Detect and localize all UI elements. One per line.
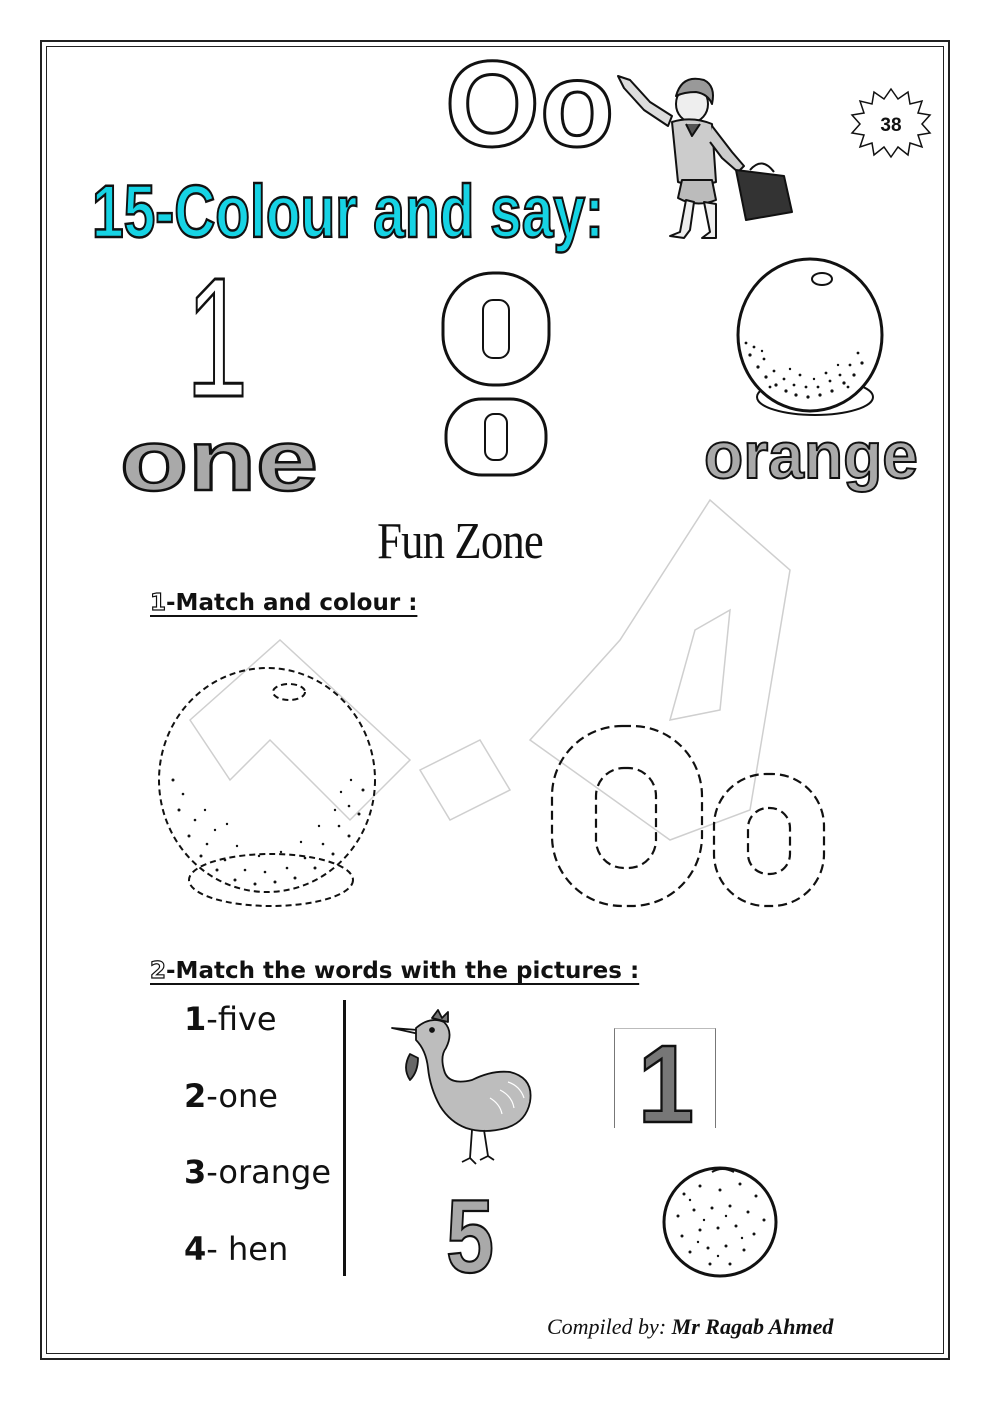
word-number: 2 [184,1077,207,1115]
fun-zone-heading: Fun Zone [377,513,543,570]
svg-text:one: one [120,413,318,509]
compiled-by-credit [547,1314,833,1340]
svg-text:15-Colour and say:: 15-Colour and say: [92,170,604,253]
picture-orange [660,1164,780,1280]
exercise-1-number: 1 [150,590,167,616]
word-text: - hen [206,1230,289,1268]
word-number: 3 [184,1153,207,1191]
picture-digit-one [636,1023,696,1146]
divider-line [343,1000,346,1276]
word-text: -five [206,1000,277,1038]
svg-text:1: 1 [186,243,248,433]
lesson-title [90,165,610,255]
page-number-badge [848,85,934,161]
word-text: -one [206,1077,278,1115]
word-text: -orange [206,1153,332,1191]
digit-one-outline [186,243,250,433]
compiled-label: Compiled by: [547,1314,672,1339]
picture-digit-five [444,1179,496,1295]
exercise-2-label: -Match the words with the pictures : [166,958,640,984]
word-number: 1 [184,1000,207,1038]
exercise-1-label: -Match and colour : [166,590,418,616]
exercise-1-heading [150,590,417,616]
word-number: 4 [184,1230,207,1268]
digit-zero-small-outline [443,396,549,478]
svg-text:1: 1 [638,1023,694,1146]
orange-fruit-illustration [730,255,890,425]
svg-text:Oo: Oo [445,36,615,172]
author-name: Mr Ragab Ahmed [671,1314,834,1339]
hen-picture [388,1010,544,1166]
word-list-item [184,1153,331,1191]
svg-text:5: 5 [446,1179,494,1295]
svg-text:38: 38 [880,115,902,136]
word-list-item [184,1230,288,1268]
dashed-oo-tracing [548,722,830,912]
word-list-item [184,1000,277,1038]
word-list-item [184,1077,278,1115]
svg-text:orange: orange [704,418,918,492]
big-letters-oo [445,36,615,172]
exercise-2-number: 2 [150,958,167,984]
exercise-2-heading [150,958,639,984]
digit-zero-large-outline [440,270,552,388]
teacher-pointing-illustration [612,70,802,242]
dashed-orange-tracing [155,660,385,916]
